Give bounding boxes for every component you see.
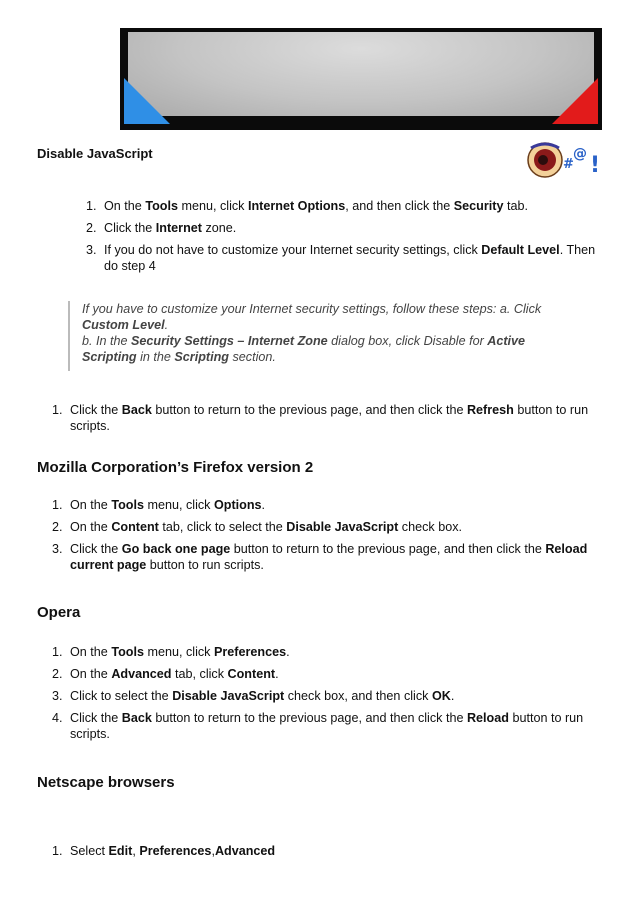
bold-term: Active Scripting xyxy=(82,334,526,364)
ie-steps-list xyxy=(86,198,604,274)
text-run: button to run scripts. xyxy=(70,711,584,741)
note-line xyxy=(82,333,548,365)
text-run: dialog box, click Disable for xyxy=(327,334,488,348)
list-number: 3. xyxy=(52,689,63,703)
list-item xyxy=(86,242,604,274)
svg-text:#: # xyxy=(563,157,574,172)
bold-term: Tools xyxy=(145,199,178,213)
text-run: b. In the xyxy=(82,334,132,348)
text-run: Click the xyxy=(104,221,156,235)
bold-term: Internet xyxy=(155,221,202,235)
section-title: Disable JavaScript xyxy=(37,146,153,161)
heading-firefox: Mozilla Corporation’s Firefox version 2 xyxy=(37,459,314,476)
list-item xyxy=(52,710,610,742)
list-item xyxy=(52,541,604,573)
header-banner xyxy=(120,28,602,130)
text-run: button to return to the previous page, and then click the xyxy=(151,711,467,725)
list-item xyxy=(52,688,610,704)
text-run: . xyxy=(261,498,266,512)
list-number: 1. xyxy=(52,645,63,659)
bold-term: Refresh xyxy=(466,403,514,417)
text-run: button to run scripts. xyxy=(146,558,264,572)
text-run: Click to select the xyxy=(70,689,173,703)
bold-term: Advanced xyxy=(111,667,172,681)
text-run: tab, click to select the xyxy=(158,520,287,534)
list-item xyxy=(52,497,604,513)
bold-term: Content xyxy=(227,667,276,681)
bold-term: Reload current page xyxy=(70,542,588,572)
list-number: 1. xyxy=(52,403,63,417)
blue-triangle-decoration xyxy=(124,78,170,124)
bold-term: Security Settings – Internet Zone xyxy=(131,334,328,348)
list-item xyxy=(52,666,610,682)
text-run: Click the xyxy=(70,711,122,725)
custom-security-note xyxy=(68,301,548,371)
text-run: menu, click xyxy=(143,645,214,659)
text-run: section. xyxy=(228,350,276,364)
text-run: If you do not have to customize your Internet security settings, click xyxy=(104,243,482,257)
bold-term: Scripting xyxy=(174,350,229,364)
text-run: in the xyxy=(136,350,175,364)
opera-steps-list xyxy=(52,644,610,742)
bold-term: Custom Level xyxy=(82,318,165,332)
list-number: 2. xyxy=(86,221,97,235)
text-run: zone. xyxy=(201,221,237,235)
text-run: button to return to the previous page, and then click the xyxy=(151,403,467,417)
svg-text:@: @ xyxy=(573,146,587,162)
list-item xyxy=(86,220,604,236)
text-run: , xyxy=(211,844,215,858)
list-item xyxy=(52,519,604,535)
list-number: 1. xyxy=(52,844,63,858)
text-run: Click the xyxy=(70,542,122,556)
swearing-face-icon xyxy=(527,138,605,182)
text-run: On the xyxy=(70,645,112,659)
text-run: . xyxy=(450,689,455,703)
text-run: button to run scripts. xyxy=(70,403,589,433)
bold-term: Default Level xyxy=(481,243,560,257)
text-run: Select xyxy=(70,844,109,858)
text-run: On the xyxy=(70,667,112,681)
list-number: 4. xyxy=(52,711,63,725)
bold-term: Advanced xyxy=(214,844,276,858)
list-item xyxy=(52,644,610,660)
bold-term: Go back one page xyxy=(121,542,231,556)
list-item xyxy=(86,198,604,214)
text-run: On the xyxy=(70,520,112,534)
bold-term: Content xyxy=(111,520,159,534)
text-run: Click the xyxy=(70,403,122,417)
list-number: 3. xyxy=(86,243,97,257)
list-number: 2. xyxy=(52,520,63,534)
banner-panel xyxy=(128,32,594,116)
bold-term: Internet Options xyxy=(247,199,346,213)
bold-term: Back xyxy=(121,403,152,417)
bold-term: Preferences xyxy=(213,645,287,659)
svg-text:!: ! xyxy=(590,153,601,178)
heading-opera: Opera xyxy=(37,604,81,621)
text-run: check box. xyxy=(398,520,463,534)
bold-term: Preferences xyxy=(139,844,212,858)
bold-term: Security xyxy=(453,199,504,213)
heading-netscape: Netscape browsers xyxy=(37,774,175,791)
bold-term: OK xyxy=(431,689,451,703)
list-item xyxy=(52,402,604,434)
text-run: If you have to customize your Internet security settings, follow these steps: a. Click xyxy=(82,302,542,316)
ie-final-step-list xyxy=(52,402,604,434)
text-run: On the xyxy=(70,498,112,512)
text-run: . Then do step 4 xyxy=(104,243,596,273)
text-run: button to return to the previous page, and then click the xyxy=(230,542,546,556)
list-number: 1. xyxy=(52,498,63,512)
list-number: 3. xyxy=(52,542,63,556)
bold-term: Disable JavaScript xyxy=(286,520,399,534)
red-triangle-decoration xyxy=(552,78,598,124)
bold-term: Tools xyxy=(111,498,144,512)
bold-term: Back xyxy=(121,711,152,725)
text-run: tab. xyxy=(503,199,528,213)
list-number: 1. xyxy=(86,199,97,213)
list-number: 2. xyxy=(52,667,63,681)
text-run: menu, click xyxy=(143,498,214,512)
bold-term: Disable JavaScript xyxy=(172,689,285,703)
text-run: On the xyxy=(104,199,146,213)
bold-term: Edit xyxy=(108,844,133,858)
bold-term: Reload xyxy=(466,711,509,725)
firefox-steps-list xyxy=(52,497,604,573)
text-run: check box, and then click xyxy=(284,689,432,703)
note-line xyxy=(82,301,548,333)
bold-term: Options xyxy=(213,498,262,512)
text-run: menu, click xyxy=(177,199,248,213)
text-run: , and then click the xyxy=(345,199,454,213)
text-run: , xyxy=(132,844,140,858)
list-item xyxy=(52,843,604,859)
bold-term: Tools xyxy=(111,645,144,659)
text-run: . xyxy=(286,645,290,659)
text-run: . xyxy=(275,667,279,681)
text-run: . xyxy=(164,318,169,332)
netscape-steps-list xyxy=(52,843,604,859)
text-run: tab, click xyxy=(171,667,228,681)
